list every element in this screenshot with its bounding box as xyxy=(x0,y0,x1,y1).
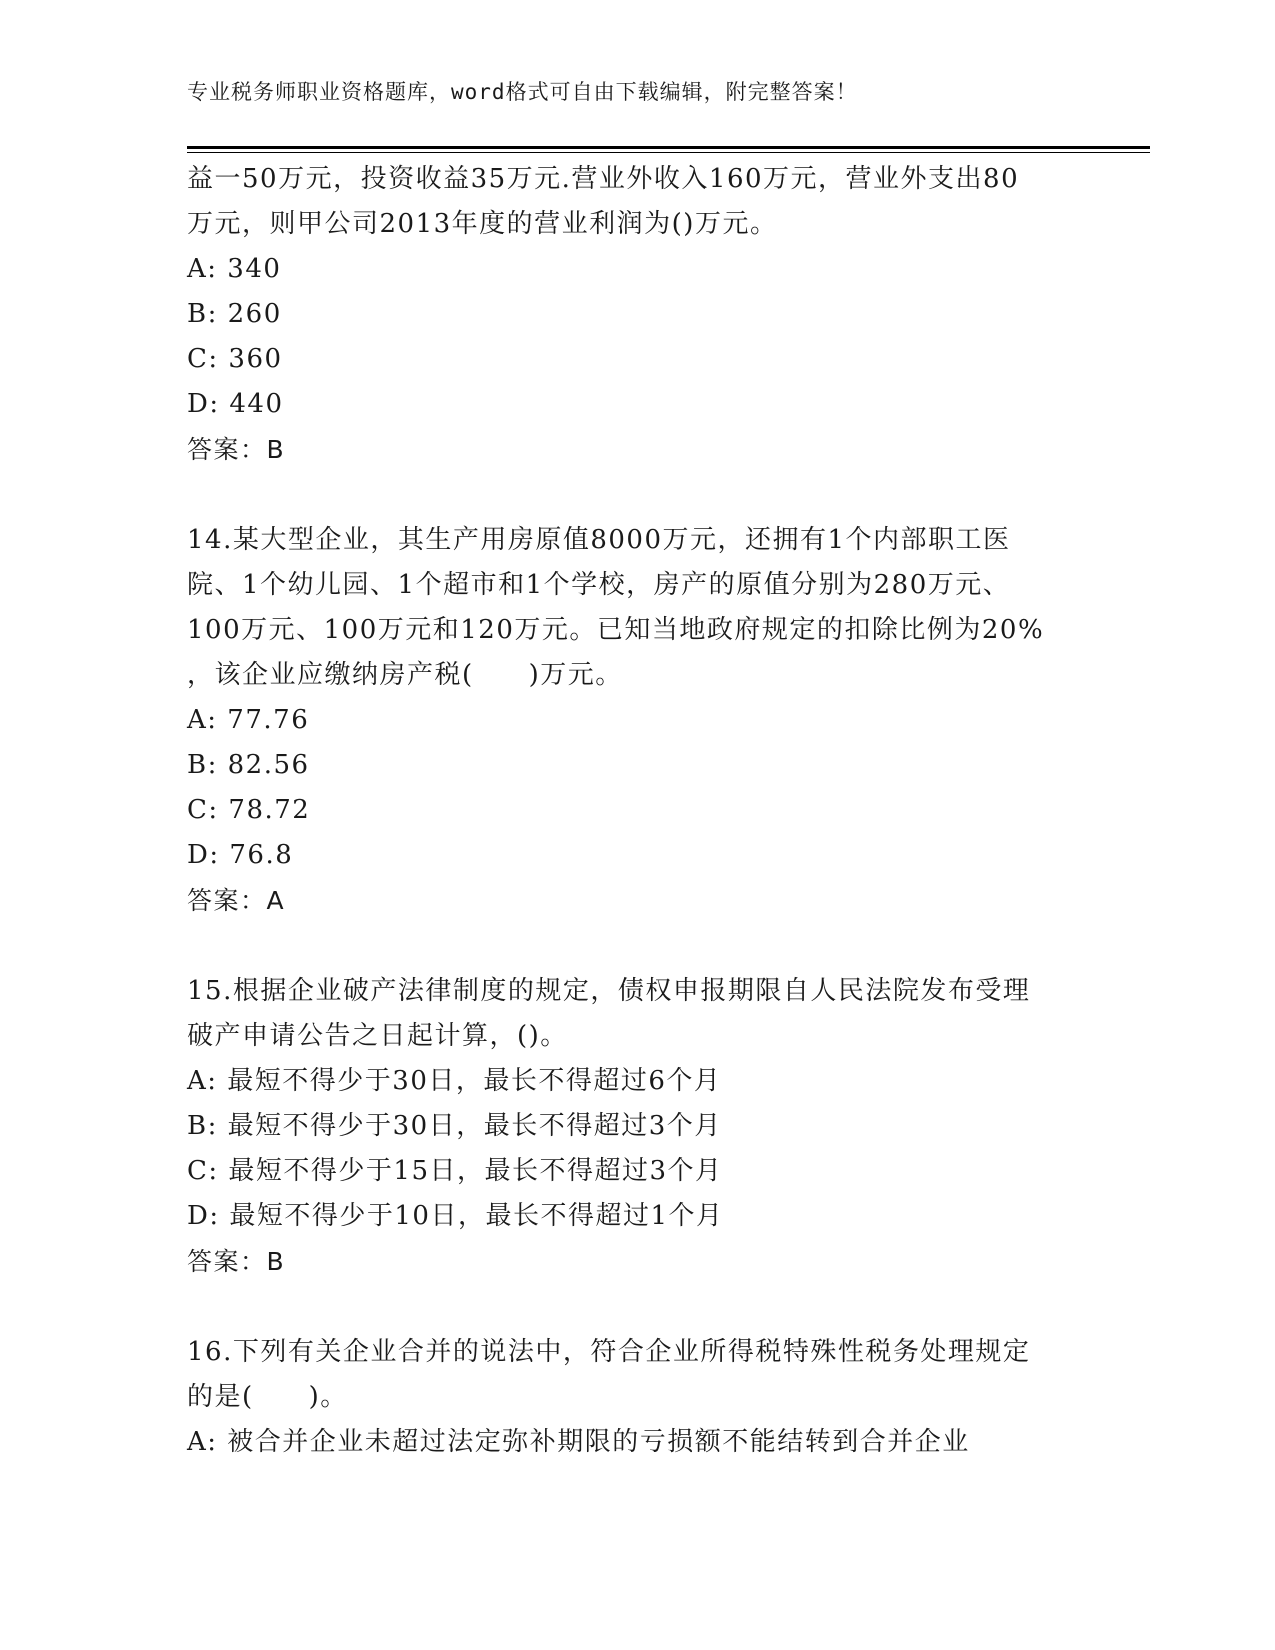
question-text-line: 14.某大型企业，其生产用房原值8000万元，还拥有1个内部职工医 xyxy=(187,525,1011,555)
question-text-line: 破产申请公告之日起计算，()。 xyxy=(187,1021,568,1051)
option-b: B: 最短不得少于30日，最长不得超过3个月 xyxy=(187,1111,722,1141)
header-rule-thin xyxy=(187,152,1150,153)
question-16 xyxy=(187,1330,1087,1465)
question-text-line: 100万元、100万元和120万元。已知当地政府规定的扣除比例为20% xyxy=(187,615,1045,645)
question-text-line: 15.根据企业破产法律制度的规定，债权申报期限自人民法院发布受理 xyxy=(187,976,1031,1006)
answer-line: 答案：A xyxy=(187,886,286,915)
question-text-line: 万元，则甲公司2013年度的营业利润为()万元。 xyxy=(187,209,778,239)
document-body xyxy=(187,157,1087,1465)
answer-line: 答案：B xyxy=(187,1247,286,1276)
spacer xyxy=(187,472,1087,518)
question-text-line: 院、1个幼儿园、1个超市和1个学校，房产的原值分别为280万元、 xyxy=(187,570,1011,600)
option-c: C: 360 xyxy=(187,344,283,374)
option-a: A: 最短不得少于30日，最长不得超过6个月 xyxy=(187,1066,722,1096)
question-14 xyxy=(187,518,1087,923)
question-text-line: 的是( )。 xyxy=(187,1382,348,1412)
question-text-line: 益一50万元，投资收益35万元.营业外收入160万元，营业外支出80 xyxy=(187,164,1020,194)
header-rule-thick xyxy=(187,146,1150,149)
option-a: A: 340 xyxy=(187,254,282,284)
question-13-continuation xyxy=(187,157,1087,472)
question-text-line: 16.下列有关企业合并的说法中，符合企业所得税特殊性税务处理规定 xyxy=(187,1337,1031,1367)
answer-line: 答案：B xyxy=(187,435,286,464)
option-c: C: 最短不得少于15日，最长不得超过3个月 xyxy=(187,1156,723,1186)
option-d: D: 最短不得少于10日，最长不得超过1个月 xyxy=(187,1201,724,1231)
spacer xyxy=(187,923,1087,969)
question-text-line: ，该企业应缴纳房产税( )万元。 xyxy=(187,660,623,690)
option-d: D: 440 xyxy=(187,389,284,419)
spacer xyxy=(187,1284,1087,1330)
option-b: B: 260 xyxy=(187,299,282,329)
option-b: B: 82.56 xyxy=(187,750,310,780)
question-15 xyxy=(187,969,1087,1284)
page-header: 专业税务师职业资格题库，word格式可自由下载编辑，附完整答案！ xyxy=(187,80,858,104)
option-a: A: 77.76 xyxy=(187,705,310,735)
option-d: D: 76.8 xyxy=(187,840,294,870)
option-c: C: 78.72 xyxy=(187,795,311,825)
option-a: A: 被合并企业未超过法定弥补期限的亏损额不能结转到合并企业 xyxy=(187,1427,970,1457)
